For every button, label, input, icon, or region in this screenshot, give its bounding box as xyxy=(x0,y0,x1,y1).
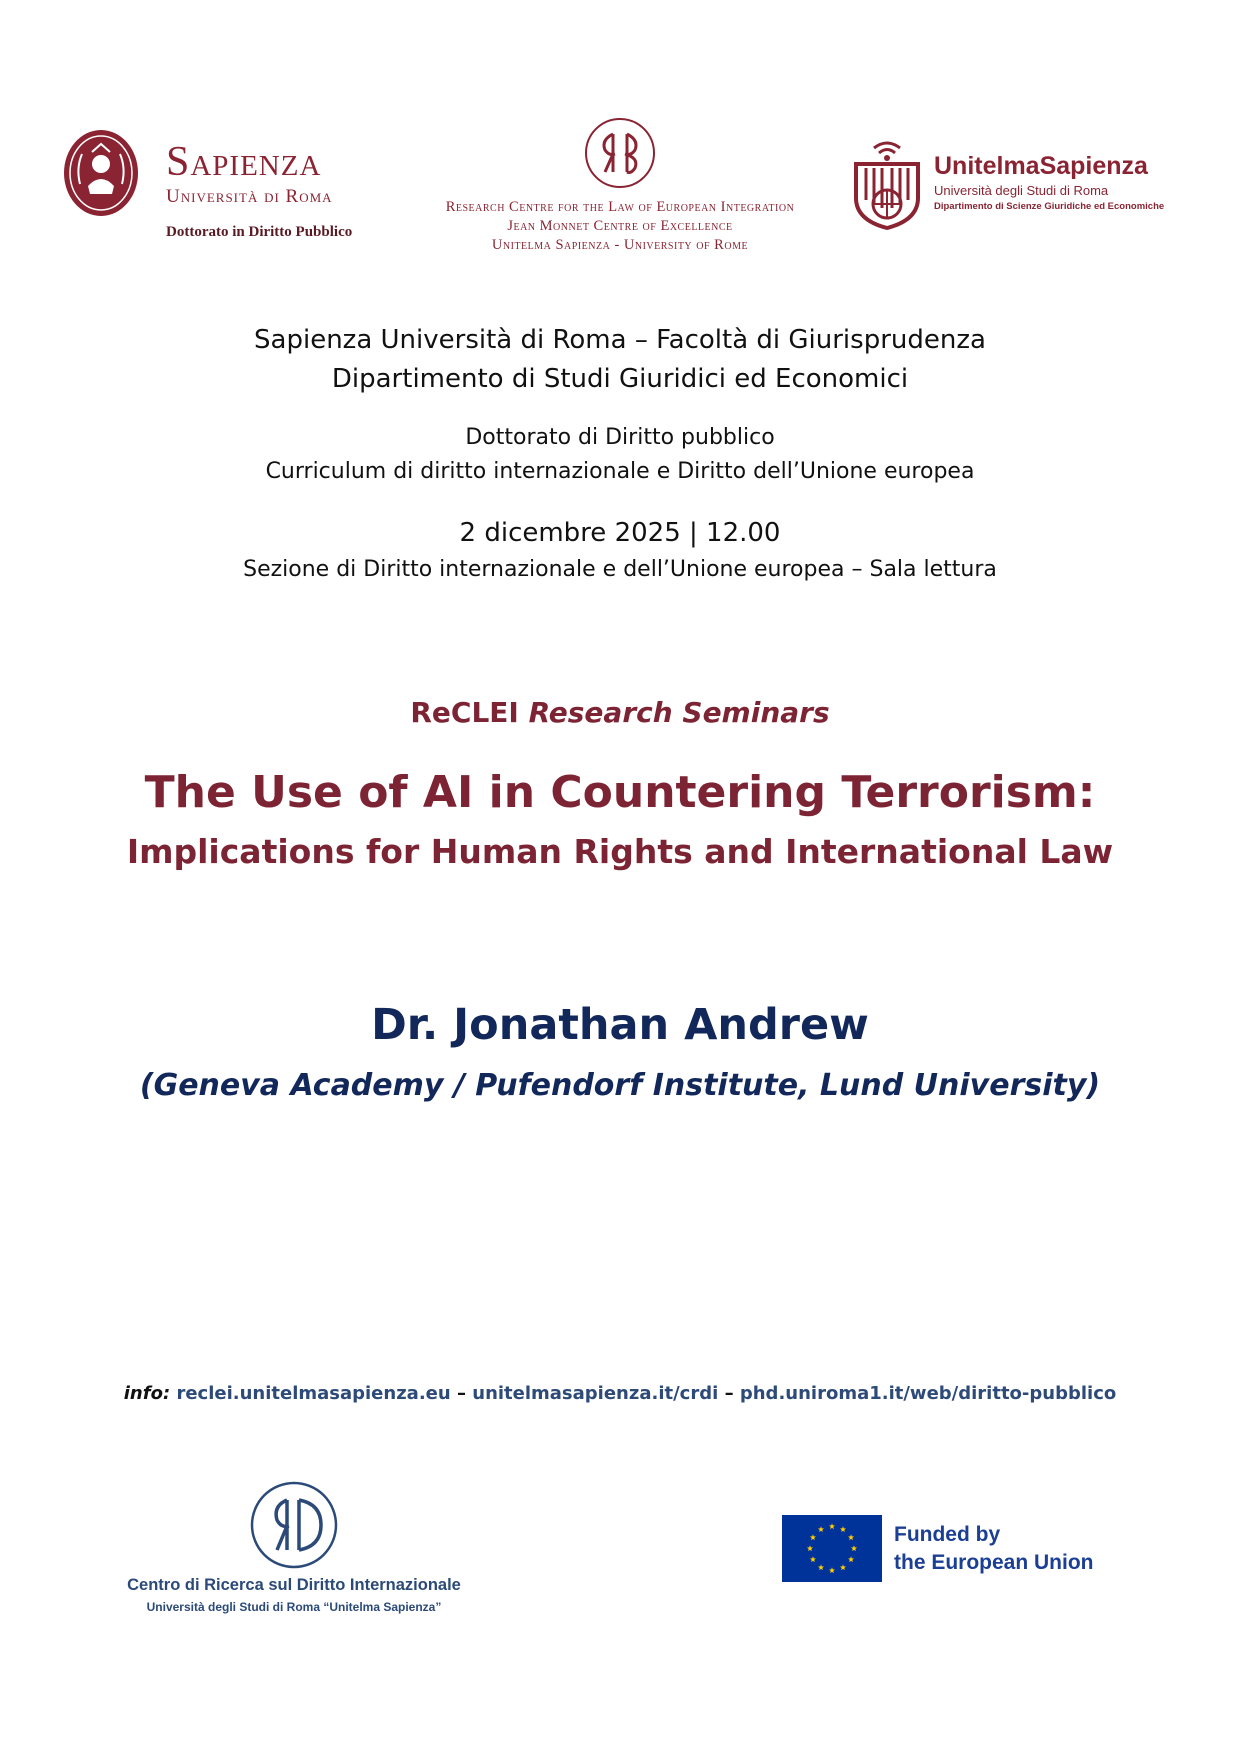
event-datetime: 2 dicembre 2025 | 12.00 xyxy=(459,518,781,548)
info-line xyxy=(0,1383,1240,1404)
sapienza-program: Dottorato in Diritto Pubblico xyxy=(166,224,353,240)
sapienza-subtitle: Università di Roma xyxy=(166,186,333,207)
info-separator: – xyxy=(724,1383,734,1404)
info-link-reclei[interactable]: reclei.unitelmasapienza.eu xyxy=(176,1383,451,1404)
unitelma-logo xyxy=(852,138,1182,238)
unitelma-department: Dipartimento di Scienze Giuridiche ed Economiche xyxy=(934,201,1165,212)
crdi-logo xyxy=(104,1480,484,1620)
sapienza-logo xyxy=(62,128,382,248)
speaker-name: Dr. Jonathan Andrew xyxy=(371,1000,869,1050)
sapienza-seal-icon xyxy=(62,128,140,218)
doctorate-line: Dottorato di Diritto pubblico xyxy=(465,425,775,450)
crdi-monogram-icon xyxy=(249,1480,339,1570)
info-link-crdi[interactable]: unitelmasapienza.it/crdi xyxy=(472,1383,719,1404)
unitelma-name: UnitelmaSapienza xyxy=(934,152,1148,180)
rc-line-2: Jean Monnet Centre of Excellence xyxy=(507,218,733,234)
info-label: info: xyxy=(123,1383,171,1404)
speaker-affiliation: (Geneva Academy / Pufendorf Institute, Lund University) xyxy=(139,1068,1101,1103)
institution-line-2: Dipartimento di Studi Giuridici ed Economici xyxy=(331,364,909,394)
crdi-name: Centro di Ricerca sul Diritto Internazionale xyxy=(127,1576,461,1594)
eu-funding-logo xyxy=(782,1515,1122,1585)
series-italic: Research Seminars xyxy=(528,696,830,729)
crdi-subtitle: Università degli Studi di Roma “Unitelma Sapienza” xyxy=(146,1600,442,1614)
institution-line-1: Sapienza Università di Roma – Facoltà di Giurisprudenza xyxy=(254,325,986,355)
unitelma-subtitle: Università degli Studi di Roma xyxy=(934,183,1109,198)
seminar-title-line-2: Implications for Human Rights and International Law xyxy=(126,832,1114,871)
rc-monogram-icon xyxy=(583,116,657,190)
rc-line-3: Unitelma Sapienza - University of Rome xyxy=(491,237,749,253)
eu-text-line-2: the European Union xyxy=(894,1551,1094,1574)
research-centre-logo xyxy=(420,116,820,256)
seminar-title-line-1: The Use of AI in Countering Terrorism: xyxy=(144,767,1096,818)
event-venue: Sezione di Diritto internazionale e dell’Unione europea – Sala lettura xyxy=(243,557,997,582)
series-heading xyxy=(0,696,1240,729)
series-prefix: ReCLEI xyxy=(410,696,519,729)
eu-flag-icon xyxy=(782,1515,882,1582)
info-link-phd[interactable]: phd.uniroma1.it/web/diritto-pubblico xyxy=(739,1383,1117,1404)
unitelma-emblem-icon xyxy=(852,138,922,230)
info-separator: – xyxy=(456,1383,466,1404)
curriculum-line: Curriculum di diritto internazionale e Diritto dell’Unione europea xyxy=(265,459,975,484)
rc-line-1: Research Centre for the Law of European Integration xyxy=(445,199,795,215)
sapienza-wordmark: Sapienza xyxy=(166,139,322,185)
eu-text-line-1: Funded by xyxy=(894,1523,1001,1546)
